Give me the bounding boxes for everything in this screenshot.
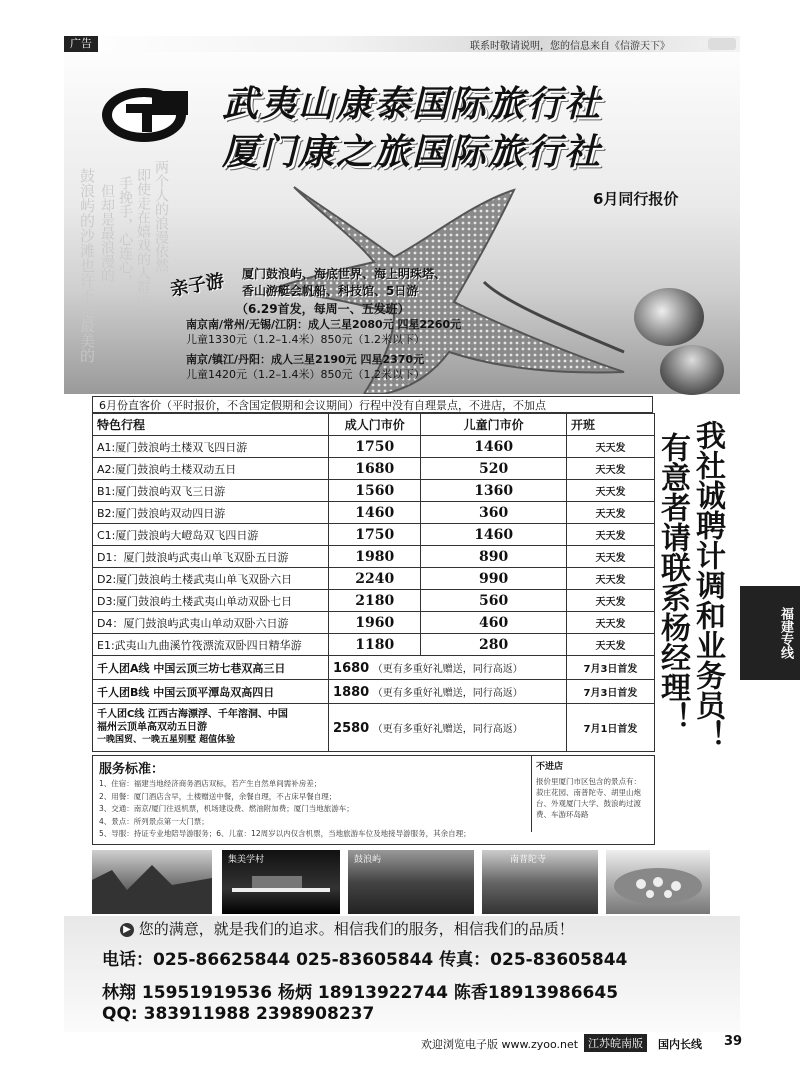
table-row	[93, 458, 655, 480]
price-line-3: 南京/镇江/丹阳：成人三星2190元 四星2370元	[186, 353, 425, 366]
slogan-row	[120, 918, 574, 939]
company-logo	[100, 86, 188, 144]
edition-label: 江苏皖南版	[584, 1034, 647, 1052]
child-price: 890	[421, 546, 567, 568]
package-title-line2: 香山游艇会帆船、科技馆、5日游	[242, 284, 419, 298]
schedule: 天天发	[566, 502, 654, 524]
group-route: 千人团B线 中国云顶平潭岛双高四日	[93, 680, 329, 704]
arrow-icon: ▶	[120, 923, 134, 937]
table-row	[93, 568, 655, 590]
route-cell: B2:厦门鼓浪屿双动四日游	[93, 502, 329, 524]
route-cell: D1：厦门鼓浪屿武夷山单飞双卧五日游	[93, 546, 329, 568]
adult-price: 1980	[329, 546, 421, 568]
route-cell: D3:厦门鼓浪屿土楼武夷山单动双卧七日	[93, 590, 329, 612]
table-row	[93, 524, 655, 546]
brand-logo-small	[708, 38, 736, 50]
beach-photo-1	[634, 288, 704, 346]
child-price: 520	[421, 458, 567, 480]
adult-price: 2240	[329, 568, 421, 590]
schedule: 天天发	[566, 436, 654, 458]
group-price-cell	[329, 680, 567, 704]
poem-col-2: 即使走在嬉戏的人群中	[135, 168, 151, 308]
schedule: 天天发	[566, 524, 654, 546]
thumb-caption: 鼓浪屿	[354, 855, 382, 865]
route-cell: A2:厦门鼓浪屿土楼双动五日	[93, 458, 329, 480]
poem-col-5: 鼓浪屿的沙滩也许不是最美的	[78, 168, 96, 363]
package-details	[186, 302, 461, 382]
route-cell: C1:厦门鼓浪屿大嶝岛双飞四日游	[93, 524, 329, 546]
thumb-photo-2	[222, 850, 340, 914]
route-cell: B1:厦门鼓浪屿双飞三日游	[93, 480, 329, 502]
adult-price: 1180	[329, 634, 421, 656]
beach-photo-2	[660, 345, 724, 395]
child-price: 460	[421, 612, 567, 634]
table-row	[93, 436, 655, 458]
service-item: 1、住宿：福建当地经济商务酒店双标，若产生自然单间需补房差；	[99, 779, 322, 788]
recruit-text-right: 我社诚聘计调和业务员！	[690, 420, 725, 750]
header-child: 儿童门市价	[421, 414, 567, 436]
page-number: 39	[724, 1034, 743, 1049]
child-price: 1460	[421, 524, 567, 546]
slogan-text: 您的满意，就是我们的追求。相信我们的服务，相信我们的品质！	[138, 920, 574, 938]
group-route: 千人团A线 中国云顶三坊七巷双高三日	[93, 656, 329, 680]
qq-line: QQ: 383911988 2398908237	[102, 1004, 375, 1024]
group-note: （更有多重好礼赠送，同行高返）	[372, 687, 523, 699]
service-item: 2、用餐：厦门酒店含早，土楼赠送中餐，余餐自理，不占床早餐自理；	[99, 791, 337, 801]
agency-title-2: 厦门康之旅国际旅行社	[222, 131, 603, 173]
package-title	[242, 266, 446, 300]
divider	[531, 756, 532, 832]
adult-price: 2180	[329, 590, 421, 612]
poem-col-3: 手挽手，心连心，	[117, 176, 133, 288]
phone-line: 电话：025-86625844 025-83605844 传真：025-83605844	[102, 950, 628, 970]
adult-price: 1960	[329, 612, 421, 634]
schedule: 天天发	[566, 480, 654, 502]
group-price: 1680	[333, 660, 370, 676]
group-schedule: 7月1日首发	[566, 704, 654, 752]
thumb-photo-1	[92, 850, 212, 914]
departure-info: （6.29首发，每周一、五发班）	[236, 302, 410, 316]
thumb-photo-4	[482, 850, 598, 914]
adult-price: 1560	[329, 480, 421, 502]
poem-col-4: 但却是最浪漫的	[99, 184, 115, 282]
table-row	[93, 502, 655, 524]
header-route: 特色行程	[93, 414, 329, 436]
side-tab-fujian: 福建专线	[740, 586, 800, 680]
price-table	[92, 413, 655, 752]
service-list	[99, 778, 529, 841]
service-box	[92, 755, 655, 845]
thumb-caption: 南普陀寺	[510, 855, 547, 865]
noshop-title: 不进店	[536, 762, 564, 772]
schedule: 天天发	[566, 546, 654, 568]
service-title: 服务标准：	[99, 762, 165, 777]
group-note: （更有多重好礼赠送，同行高返）	[372, 723, 523, 735]
package-title-line1: 厦门鼓浪屿、海底世界、海上明珠塔、	[242, 267, 447, 281]
table-row	[93, 590, 655, 612]
price-line-4: 儿童1420元（1.2–1.4米）850元（1.2米以下）	[186, 368, 425, 381]
service-item: 3、交通：南京/厦门往返机票，机场建设费、燃油附加费；厦门当地旅游车；	[99, 804, 354, 813]
thumb-photo-3	[348, 850, 474, 914]
schedule: 天天发	[566, 634, 654, 656]
group-schedule: 7月3日首发	[566, 680, 654, 704]
adult-price: 1460	[329, 502, 421, 524]
adult-price: 1680	[329, 458, 421, 480]
quote-label: 6月同行报价	[593, 190, 679, 208]
noshop-text: 报价里厦门市区包含的景点有：菽庄花园、南普陀寺、胡里山炮台、外观厦门大学、鼓浪屿过渡费、车游环岛路	[536, 777, 641, 819]
service-item: 5、导服：持证专业地陪导游服务；6、儿童：12周岁以内仅含机票，当地旅游车位及地接导游服务，其余自理；	[99, 829, 471, 838]
service-item: 4、景点：所列景点第一大门票；	[99, 816, 209, 826]
schedule: 天天发	[566, 568, 654, 590]
group-price-cell	[329, 704, 567, 752]
table-row	[93, 480, 655, 502]
route-cell: E1:武夷山九曲溪竹筏漂流双卧四日精华游	[93, 634, 329, 656]
recruit-text-left: 有意者请联系杨经理！	[655, 432, 690, 732]
price-line-1: 南京南/常州/无锡/江阴：成人三星2080元 四星2260元	[186, 318, 462, 331]
price-line-2: 儿童1330元（1.2–1.4米）850元（1.2米以下）	[186, 333, 425, 346]
table-row	[93, 634, 655, 656]
group-price: 1880	[333, 684, 370, 700]
group-schedule: 7月3日首发	[566, 656, 654, 680]
source-text: 联系时敬请说明，您的信息来自《信游天下》	[470, 41, 670, 52]
schedule: 天天发	[566, 458, 654, 480]
table-row	[93, 612, 655, 634]
child-price: 280	[421, 634, 567, 656]
child-price: 990	[421, 568, 567, 590]
adult-price: 1750	[329, 436, 421, 458]
pricing-notice: 6月份直客价（平时报价，不含国定假期和会议期间）行程中没有自理景点，不进店，不加点	[92, 396, 653, 413]
group-price-cell	[329, 656, 567, 680]
group-c-line2: 福州云顶单高双动五日游	[97, 722, 207, 733]
header-schedule: 开班	[566, 414, 654, 436]
child-price: 560	[421, 590, 567, 612]
agency-title-1: 武夷山康泰国际旅行社	[222, 83, 603, 125]
child-price: 1460	[421, 436, 567, 458]
thumb-caption: 集美学村	[228, 855, 265, 865]
header-adult: 成人门市价	[329, 414, 421, 436]
site-text: 欢迎浏览电子版 www.zyoo.net	[421, 1038, 579, 1051]
table-row-group-a	[93, 656, 655, 680]
table-row-group-c	[93, 704, 655, 752]
poem-col-1: 两个人的浪漫依然	[153, 160, 169, 272]
bottom-bar	[64, 1032, 743, 1054]
table-header	[93, 414, 655, 436]
group-route-c	[93, 704, 329, 752]
group-c-line3: 一晚国贸、一晚五星别墅 超值体验	[97, 735, 236, 745]
contacts-line: 林翔 15951919536 杨炳 18913922744 陈香18913986645	[102, 983, 619, 1003]
schedule: 天天发	[566, 612, 654, 634]
table-row-group-b	[93, 680, 655, 704]
route-cell: D2:厦门鼓浪屿土楼武夷山单飞双卧六日	[93, 568, 329, 590]
section-label: 国内长线	[658, 1038, 702, 1051]
route-cell: A1:厦门鼓浪屿土楼双飞四日游	[93, 436, 329, 458]
adult-price: 1750	[329, 524, 421, 546]
schedule: 天天发	[566, 590, 654, 612]
child-price: 1360	[421, 480, 567, 502]
route-cell: D4：厦门鼓浪屿武夷山单动双卧六日游	[93, 612, 329, 634]
table-row	[93, 546, 655, 568]
package-tag: 亲子游	[168, 270, 226, 301]
ad-tag: 广告	[64, 36, 98, 52]
thumb-photo-5	[606, 850, 710, 914]
child-price: 360	[421, 502, 567, 524]
group-price: 2580	[333, 720, 370, 736]
group-c-line1: 千人团C线 江西古海漂浮、千年溶洞、中国	[97, 709, 288, 720]
group-note: （更有多重好礼赠送，同行高返）	[372, 663, 523, 675]
